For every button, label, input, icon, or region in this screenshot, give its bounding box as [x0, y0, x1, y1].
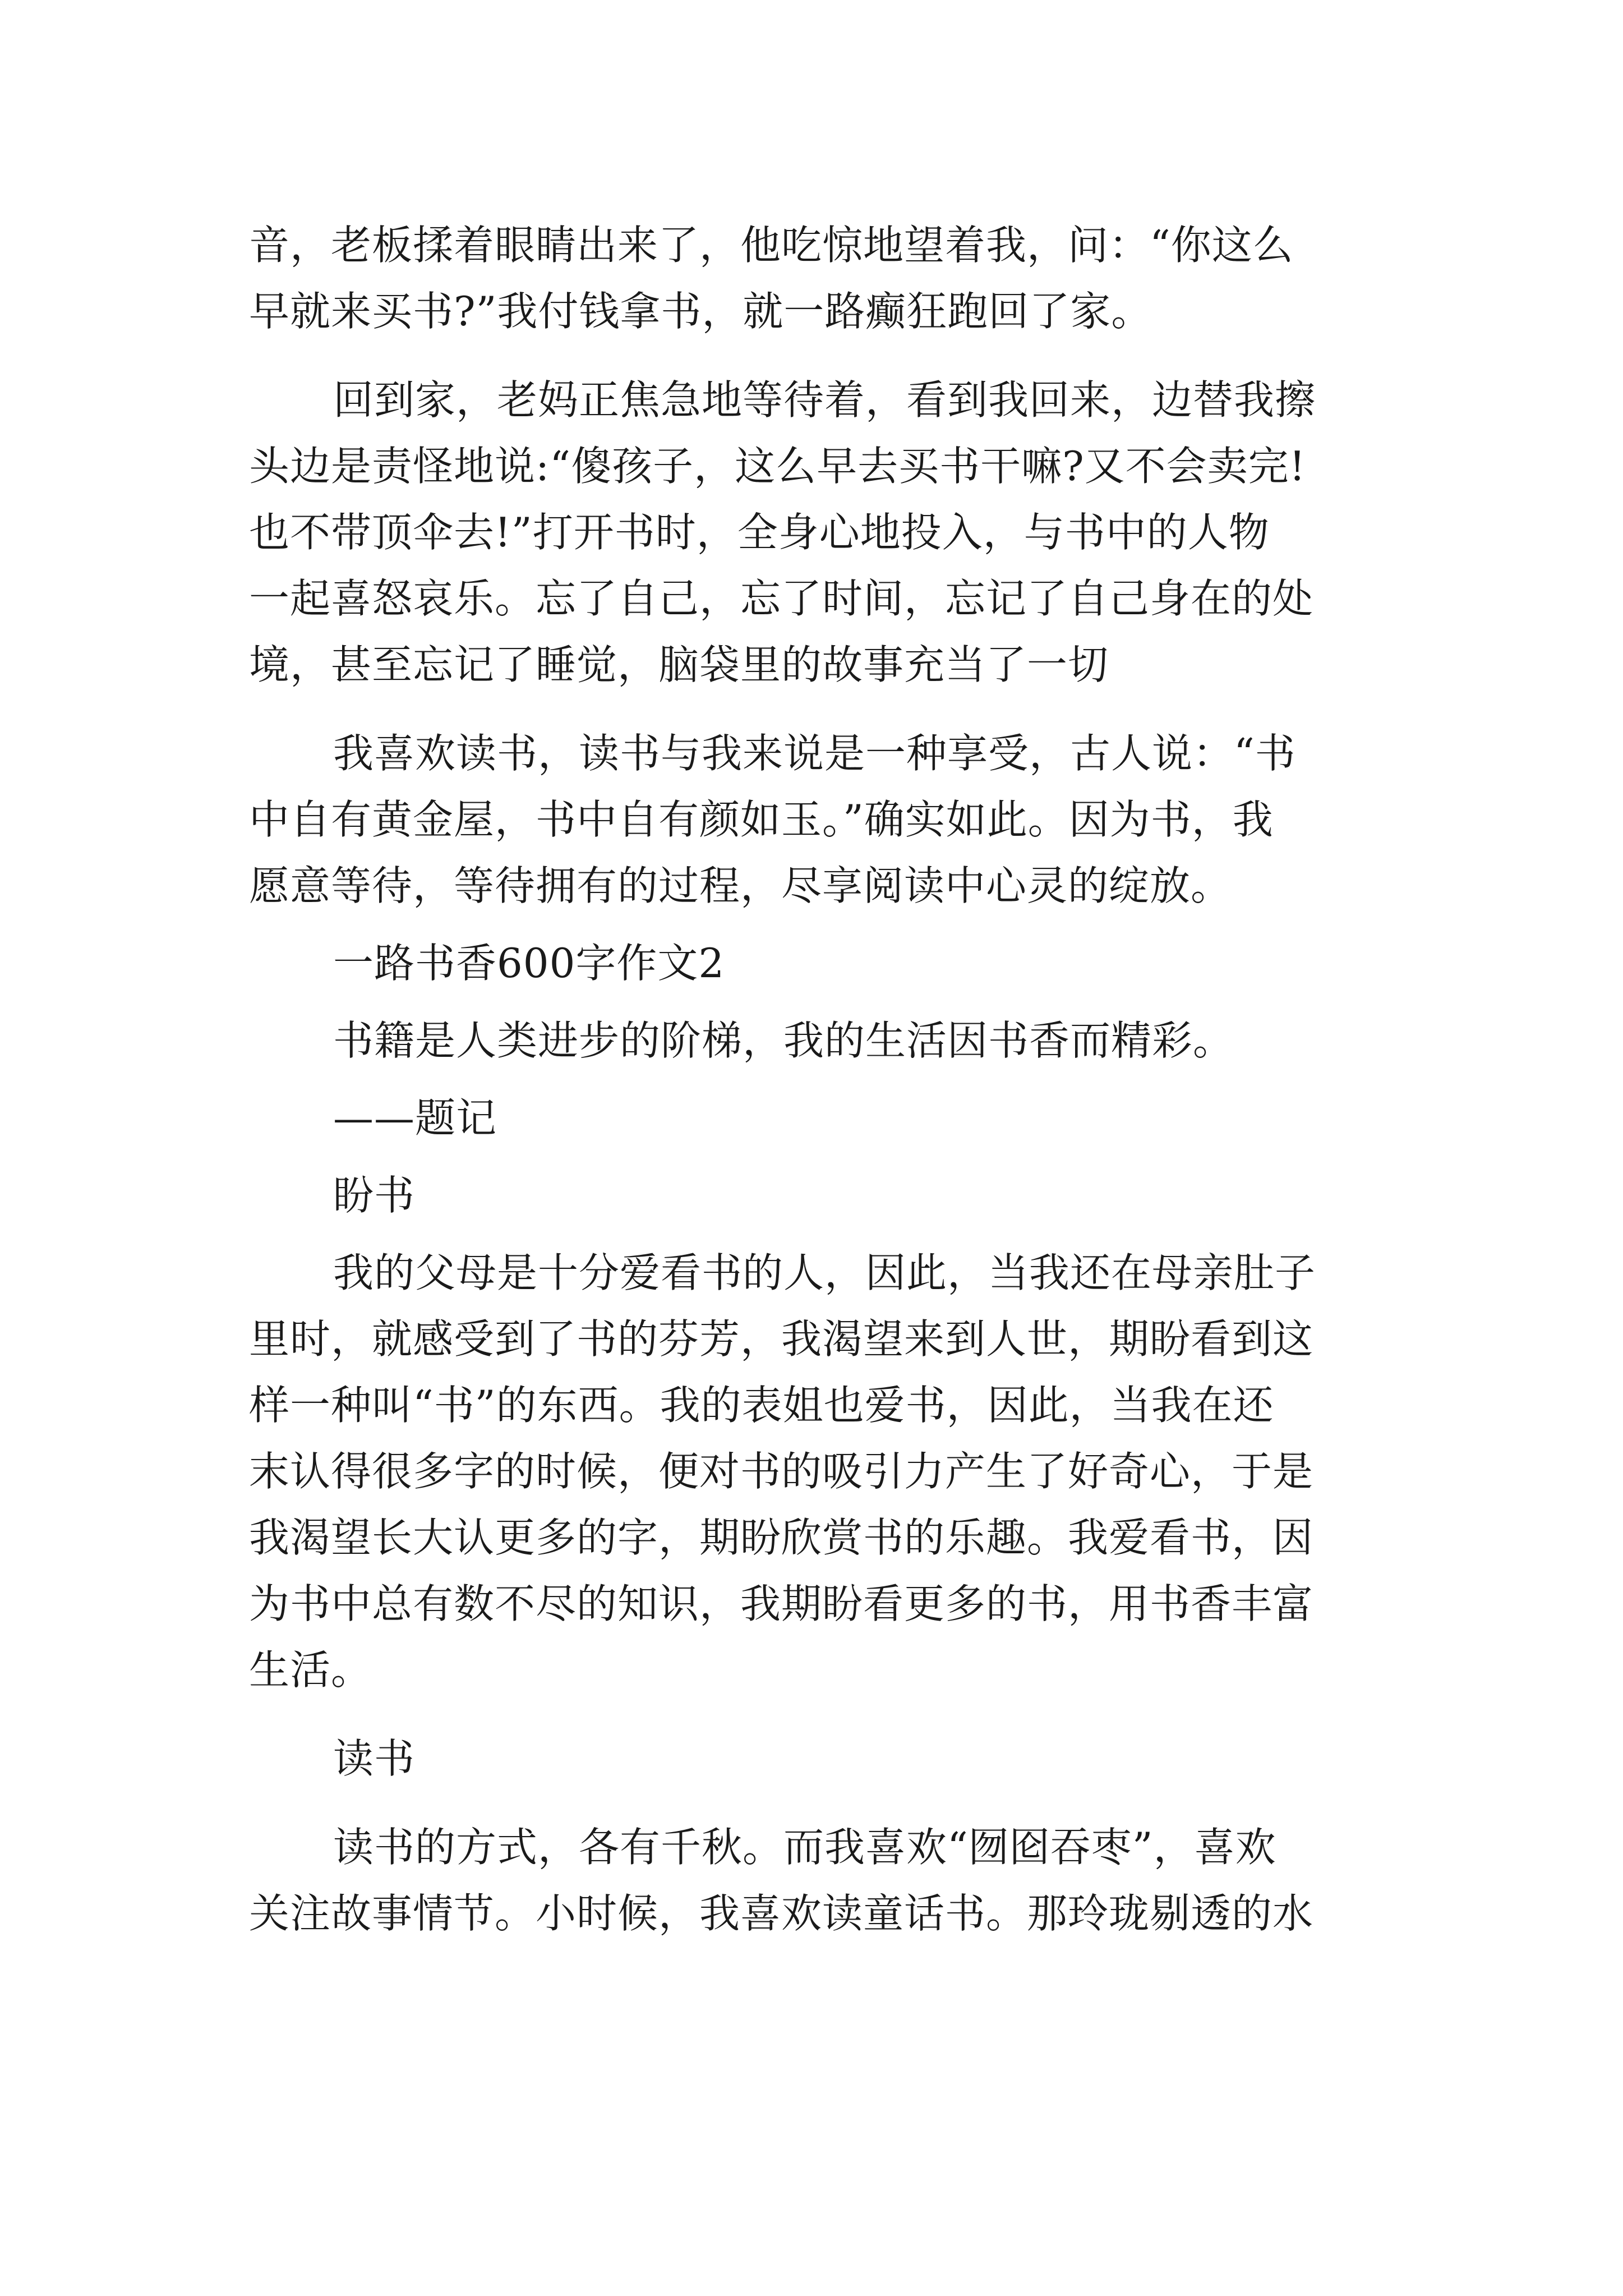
text-line: 样一种叫“书”的东西。我的表姐也爱书，因此，当我在还 — [249, 1382, 1274, 1429]
text-line: 音，老板揉着眼睛出来了，他吃惊地望着我，问：“你这么 — [249, 222, 1294, 269]
text-line: 中自有黄金屋，书中自有颜如玉。”确实如此。因为书，我 — [249, 796, 1274, 843]
text-line: 头边是责怪地说:“傻孩子，这么早去买书干嘛?又不会卖完! — [249, 443, 1306, 490]
paragraph-love-reading — [249, 720, 1393, 919]
paragraph-du-shu — [249, 1814, 1393, 1947]
paragraph-continuation — [249, 212, 1393, 344]
text-line: 愿意等待，等待拥有的过程，尽享阅读中心灵的绽放。 — [249, 862, 1232, 909]
text-line: 我渴望长大认更多的字，期盼欣赏书的乐趣。我爱看书，因 — [249, 1514, 1314, 1561]
paragraph-return-home — [249, 367, 1393, 698]
text-line: 生活。 — [249, 1646, 372, 1694]
text-line: 我喜欢读书，读书与我来说是一种享受，古人说：“书 — [333, 730, 1296, 777]
text-line: 里时，就感受到了书的芬芳，我渴望来到人世，期盼看到这 — [249, 1315, 1314, 1363]
text-line: 我的父母是十分爱看书的人，因此，当我还在母亲肚子 — [333, 1249, 1316, 1296]
text-line: 末认得很多字的时候，便对书的吸引力产生了好奇心，于是 — [249, 1448, 1314, 1495]
essay-title: 一路书香600字作文2 — [333, 940, 725, 987]
text-line: 一起喜怒哀乐。忘了自己，忘了时间，忘记了自己身在的处 — [249, 575, 1314, 622]
text-line: 境，甚至忘记了睡觉，脑袋里的故事充当了一切 — [249, 641, 1109, 688]
text-line: 也不带顶伞去!”打开书时，全身心地投入，与书中的人物 — [249, 509, 1270, 556]
section-heading: 盼书 — [333, 1172, 416, 1219]
text-line: 早就来买书?”我付钱拿书，就一路癫狂跑回了家。 — [249, 288, 1152, 335]
text-line: 为书中总有数不尽的知识，我期盼看更多的书，用书香丰富 — [249, 1580, 1314, 1627]
text-line: 读书的方式，各有千秋。而我喜欢“囫囵吞枣”，喜欢 — [333, 1824, 1276, 1871]
section-heading: 读书 — [333, 1735, 416, 1782]
epigraph-attribution: ——题记 — [333, 1094, 497, 1142]
text-line: 关注故事情节。小时候，我喜欢读童话书。那玲珑剔透的水 — [249, 1890, 1314, 1937]
document-page — [249, 212, 1393, 1947]
epigraph: 书籍是人类进步的阶梯，我的生活因书香而精彩。 — [333, 1017, 1234, 1064]
paragraph-pan-shu — [249, 1240, 1393, 1703]
text-line: 回到家，老妈正焦急地等待着，看到我回来，边替我擦 — [333, 376, 1316, 424]
